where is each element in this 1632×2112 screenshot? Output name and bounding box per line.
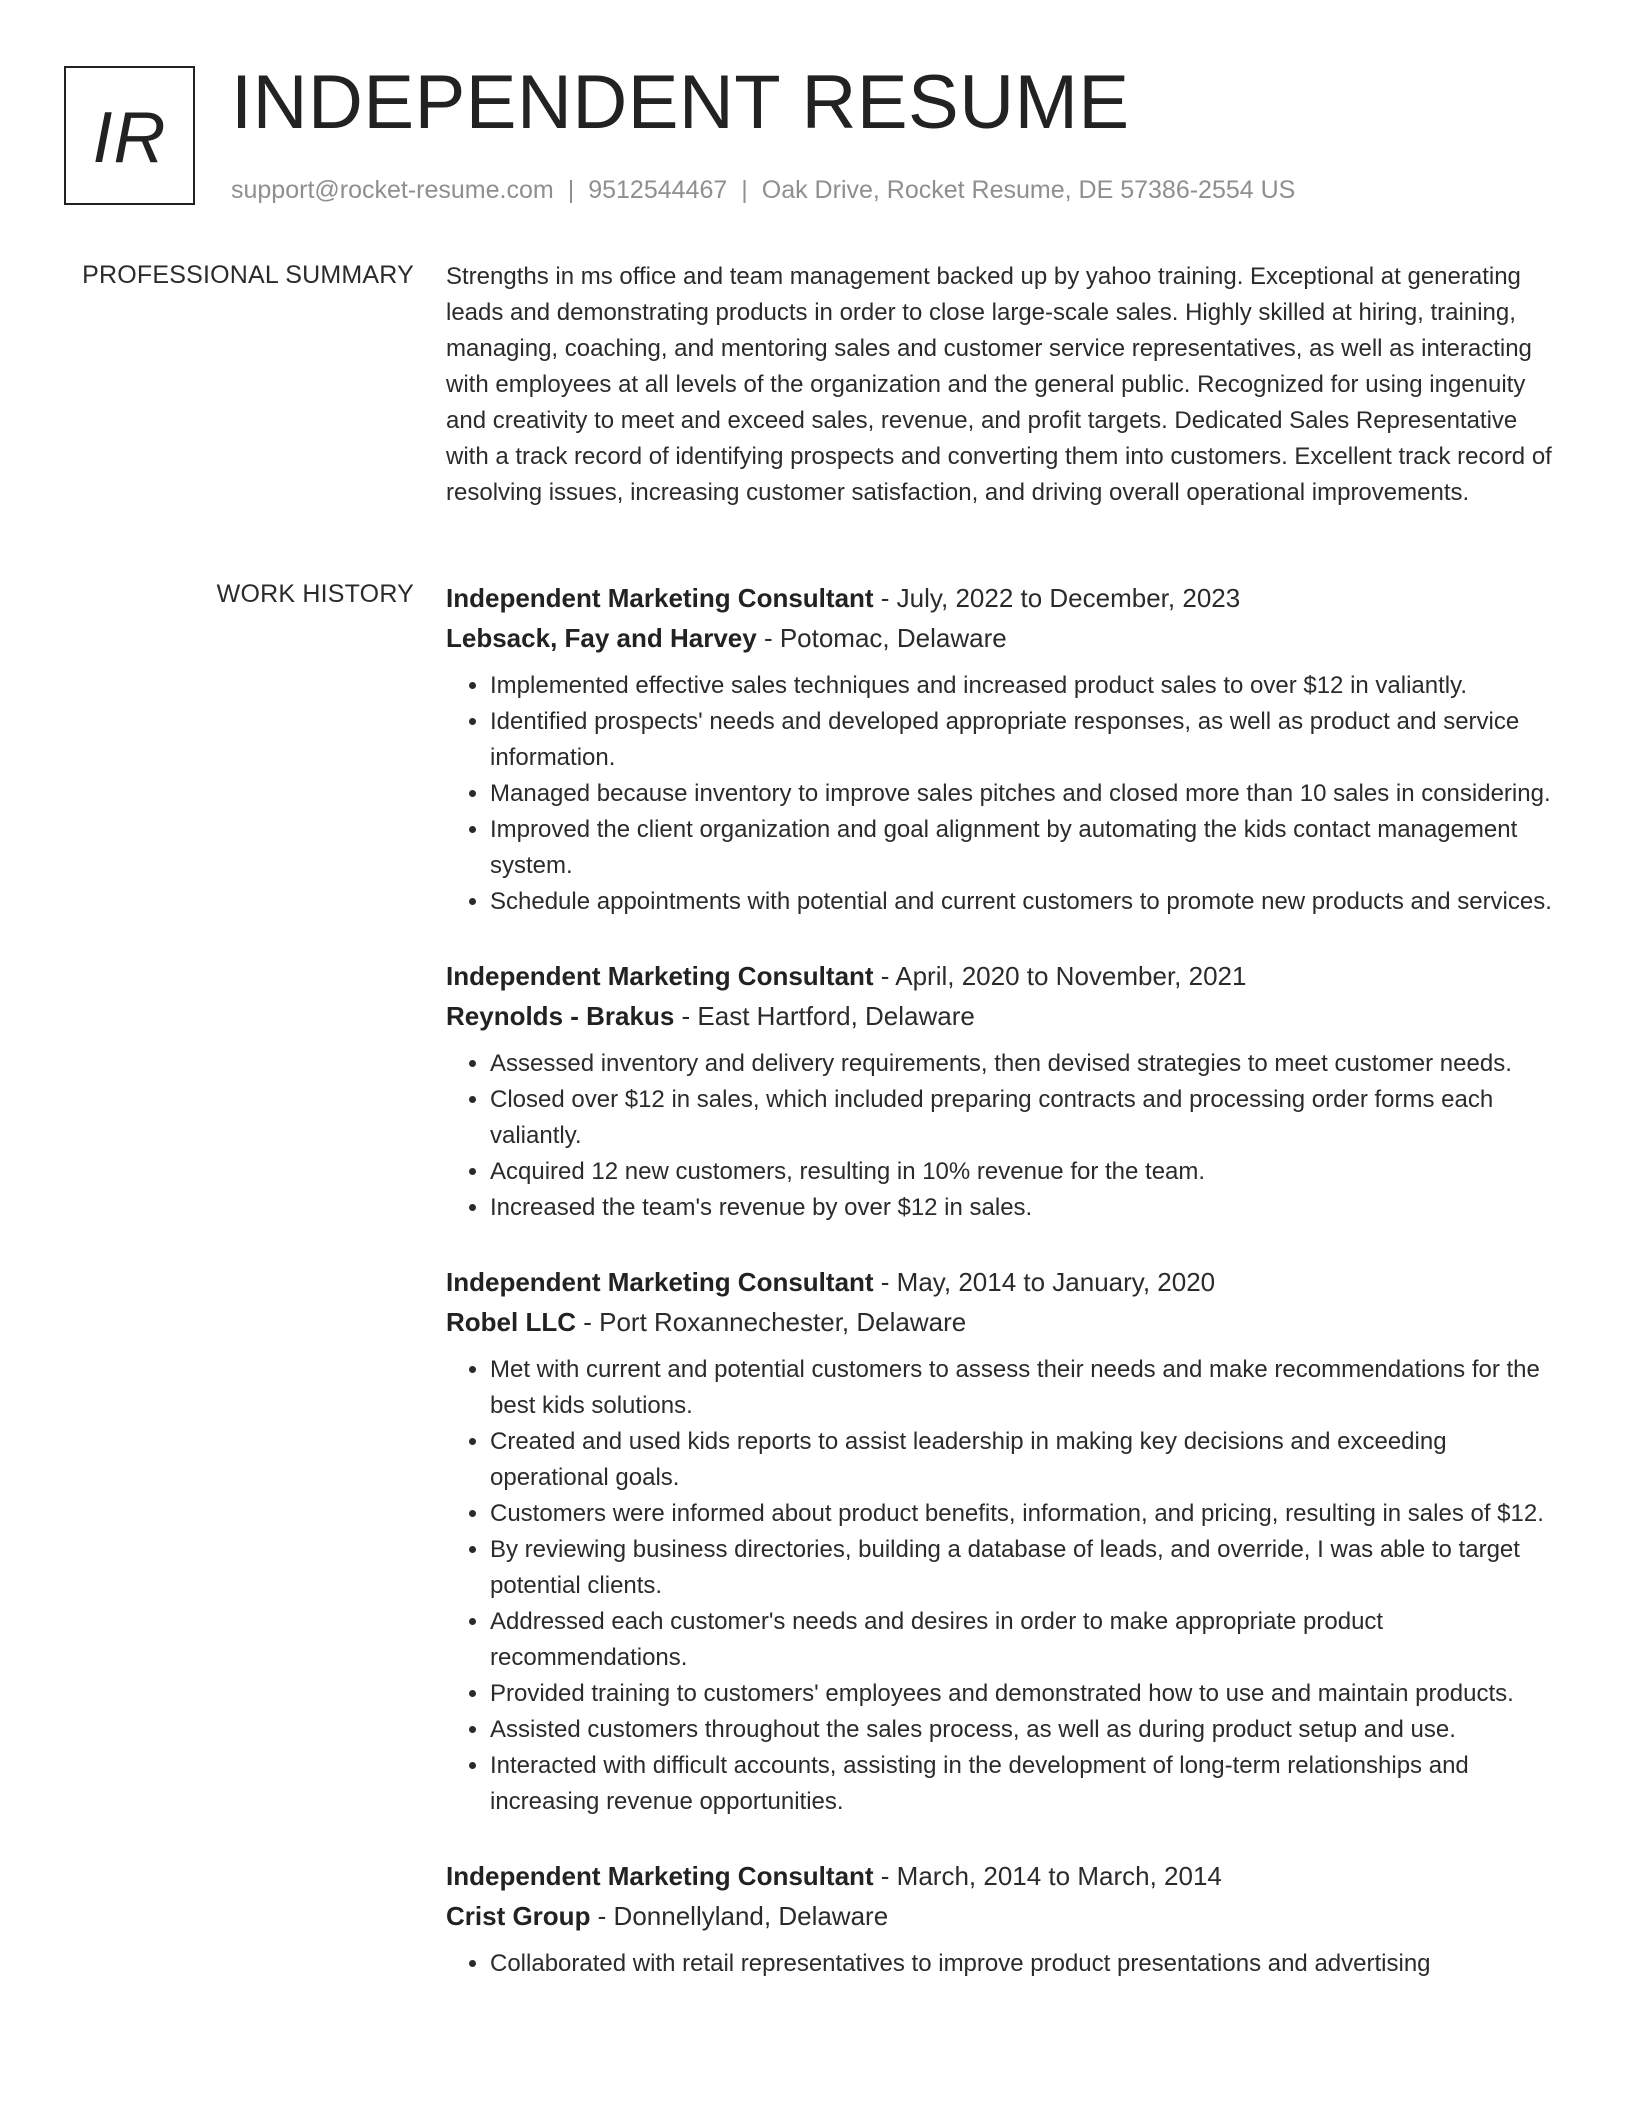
job-bullet: • Addressed each customer's needs and desires in order to make appropriate product recommendations.	[490, 1604, 1562, 1676]
summary-body	[446, 259, 1562, 511]
job-bullet-list	[446, 1352, 1562, 1820]
job-company: Reynolds - Brakus	[446, 1001, 675, 1031]
job-bullet-list	[446, 668, 1562, 920]
job-bullet-list	[446, 1046, 1562, 1226]
contact-line	[231, 174, 1295, 206]
job-company: Robel LLC	[446, 1307, 576, 1337]
job-entry	[446, 956, 1562, 1226]
job-bullet: • Met with current and potential customers to assess their needs and make recommendations for the best kids solutions.	[490, 1352, 1562, 1424]
job-title-line	[446, 1856, 1562, 1896]
job-company: Lebsack, Fay and Harvey	[446, 623, 757, 653]
contact-address: Oak Drive, Rocket Resume, DE 57386-2554 US	[761, 176, 1296, 204]
job-company-line	[446, 1302, 1562, 1342]
job-entry	[446, 1856, 1562, 1982]
job-dates: - March, 2014 to March, 2014	[873, 1861, 1222, 1891]
contact-separator: |	[567, 176, 575, 204]
job-title: Independent Marketing Consultant	[446, 583, 874, 613]
job-bullet: • Assessed inventory and delivery requirements, then devised strategies to meet customer needs.	[490, 1046, 1562, 1082]
job-bullet: • Provided training to customers' employees and demonstrated how to use and maintain products.	[490, 1676, 1562, 1712]
job-title-line	[446, 1262, 1562, 1302]
job-location: - Port Roxannechester, Delaware	[576, 1307, 967, 1337]
job-title: Independent Marketing Consultant	[446, 961, 874, 991]
job-bullet: • Acquired 12 new customers, resulting in 10% revenue for the team.	[490, 1154, 1562, 1190]
job-title-line	[446, 956, 1562, 996]
job-bullet: • Managed because inventory to improve sales pitches and closed more than 10 sales in considering.	[490, 776, 1562, 812]
contact-phone: 9512544467	[588, 176, 728, 204]
job-company-line	[446, 996, 1562, 1036]
job-bullet: • Implemented effective sales techniques and increased product sales to over $12 in valiantly.	[490, 668, 1562, 704]
job-dates: - July, 2022 to December, 2023	[873, 583, 1241, 613]
resume-name: INDEPENDENT RESUME	[231, 60, 1130, 145]
job-dates: - May, 2014 to January, 2020	[873, 1267, 1216, 1297]
job-bullet: • By reviewing business directories, building a database of leads, and override, I was able to target potential clients.	[490, 1532, 1562, 1604]
job-bullet: • Identified prospects' needs and developed appropriate responses, as well as product and service information.	[490, 704, 1562, 776]
job-bullet: • Assisted customers throughout the sales process, as well as during product setup and use.	[490, 1712, 1562, 1748]
monogram-logo	[64, 66, 195, 205]
job-bullet: • Created and used kids reports to assist leadership in making key decisions and exceeding operational goals.	[490, 1424, 1562, 1496]
section-label-work-history: WORK HISTORY	[216, 580, 414, 608]
work-history-body	[446, 578, 1562, 2018]
job-entry	[446, 1262, 1562, 1820]
job-bullet: • Collaborated with retail representatives to improve product presentations and advertising	[490, 1946, 1562, 1982]
monogram-initials: IR	[92, 97, 167, 178]
job-dates: - April, 2020 to November, 2021	[873, 961, 1247, 991]
job-bullet: • Closed over $12 in sales, which included preparing contracts and processing order forms each valiantly.	[490, 1082, 1562, 1154]
summary-text: Strengths in ms office and team management backed up by yahoo training. Exceptional at generating leads and demonstrating products in order to close large-scale sales. Highly skilled at hiring, training, managing, coaching, and mentoring sales and customer service representatives, as well as interacting with employees at all levels of the organization and the general public. Recognized for using ingenuity and creativity to meet and exceed sales, revenue, and profit targets. Dedicated Sales Representative with a track record of identifying prospects and converting them into customers. Excellent track record of resolving issues, increasing customer satisfaction, and driving overall operational improvements.	[446, 263, 1552, 506]
job-company-line	[446, 1896, 1562, 1936]
contact-separator: |	[741, 176, 748, 204]
job-location: - Potomac, Delaware	[756, 623, 1007, 653]
job-title: Independent Marketing Consultant	[446, 1267, 874, 1297]
job-title: Independent Marketing Consultant	[446, 1861, 874, 1891]
job-bullet: • Schedule appointments with potential and current customers to promote new products and services.	[490, 884, 1562, 920]
contact-email: support@rocket-resume.com	[231, 176, 554, 204]
job-title-line	[446, 578, 1562, 618]
job-location: - East Hartford, Delaware	[674, 1001, 975, 1031]
job-location: - Donnellyland, Delaware	[590, 1901, 889, 1931]
job-bullet: • Customers were informed about product benefits, information, and pricing, resulting in sales of $12.	[490, 1496, 1562, 1532]
job-bullet: • Interacted with difficult accounts, assisting in the development of long-term relationships and increasing revenue opportunities.	[490, 1748, 1562, 1820]
job-company-line	[446, 618, 1562, 658]
job-company: Crist Group	[446, 1901, 591, 1931]
job-entry	[446, 578, 1562, 920]
section-label-summary: PROFESSIONAL SUMMARY	[82, 261, 414, 289]
job-bullet: • Improved the client organization and goal alignment by automating the kids contact management system.	[490, 812, 1562, 884]
job-bullet-list	[446, 1946, 1562, 1982]
job-bullet: • Increased the team's revenue by over $12 in sales.	[490, 1190, 1562, 1226]
